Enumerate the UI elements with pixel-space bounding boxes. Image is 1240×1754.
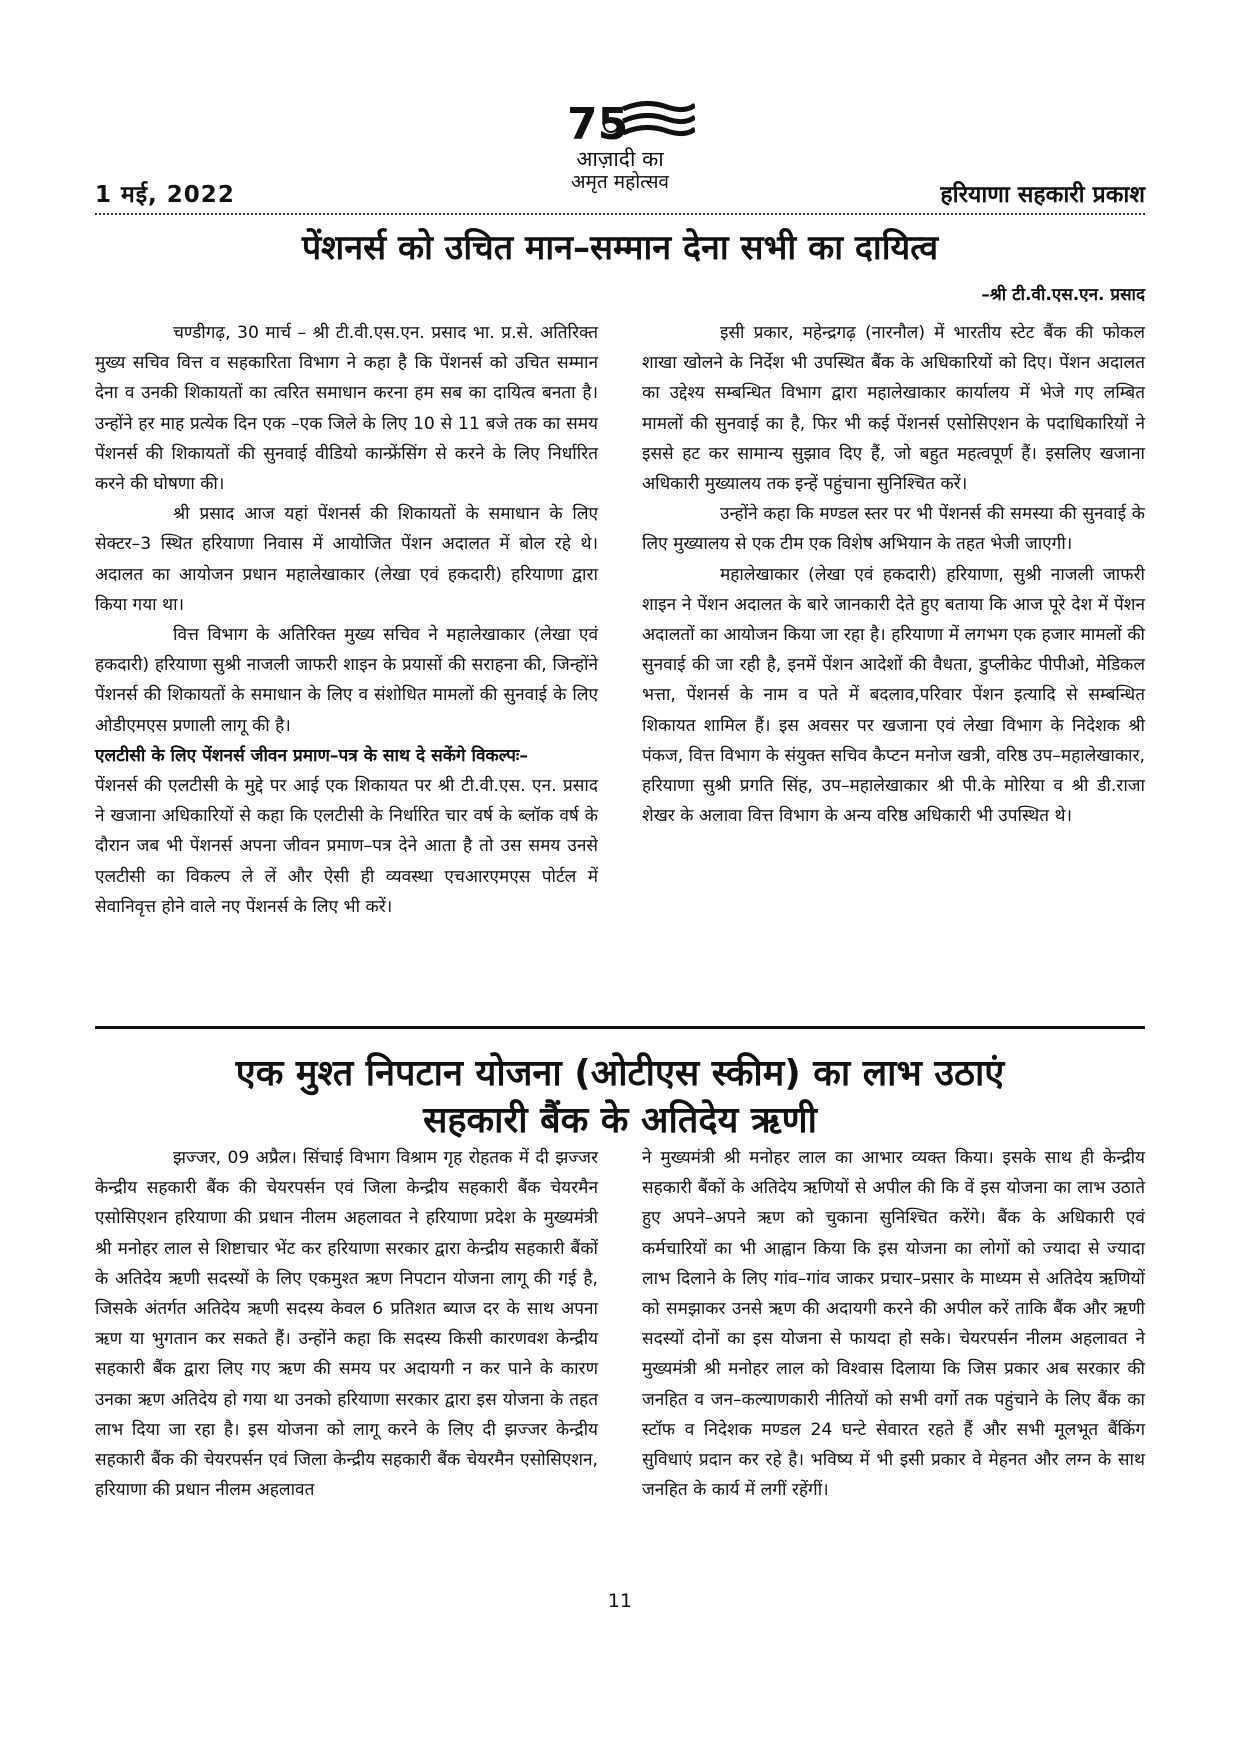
logo-text-line2: अमृत महोत्सव: [571, 171, 669, 193]
page-number: 11: [607, 1590, 633, 1612]
issue-date: 1 मई, 2022: [95, 182, 235, 208]
publication-name: हरियाणा सहकारी प्रकाश: [940, 182, 1145, 208]
article1-left-column: [95, 318, 598, 922]
article1-title: पेंशनर्स को उचित मान–सम्मान देना सभी का दायित्व: [301, 228, 939, 268]
article1-paragraph: पेंशनर्स की एलटीसी के मुद्दे पर आई एक शिकायत पर श्री टी.वी.एस. एन. प्रसाद ने खजाना अधिकारियों से कहा कि एलटीसी के निर्धारित चार वर्ष के ब्लॉक वर्ष के दौरान जब भी पेंशनर्स अपना जीवन प्रमाण–पत्र देने आता है तो उस समय उनसे एलटीसी का विकल्प ले लें और ऐसी ही व्यवस्था एचआरएमएस पोर्टल में सेवानिवृत्त होने वाले नए पेंशनर्स के लिए भी करें।: [95, 776, 598, 917]
article1-paragraph: श्री प्रसाद आज यहां पेंशनर्स की शिकायतों के समाधान के लिए सेक्टर–3 स्थित हरियाणा निवास में आयोजित पेंशन अदालत में बोल रहे थे। अदालत का आयोजन प्रधान महालेखाकार (लेखा एवं हकदारी) हरियाणा द्वारा किया गया था।: [95, 504, 598, 615]
page-header: [95, 95, 1145, 210]
article1-paragraph: चण्डीगढ़, 30 मार्च – श्री टी.वी.एस.एन. प्रसाद भा. प्र.से. अतिरिक्त मुख्य सचिव वित्त व सहकारिता विभाग ने कहा है कि पेंशनर्स को उचित सम्मान देना व उनकी शिकायतों का त्वरित समाधान करना हम सब का दायित्व बनता है। उन्होंने हर माह प्रत्येक दिन एक –एक जिले के लिए 10 से 11 बजे तक का समय पेंशनर्स की शिकायतों की सुनवाई वीडियो कान्फ्रेंसिंग से करने के लिए निर्धारित करने की घोषणा की।: [95, 323, 598, 495]
article2-title-line2: सहकारी बैंक के अतिदेय ऋणी: [423, 1100, 817, 1141]
article1-subheading: एलटीसी के लिए पेंशनर्स जीवन प्रमाण–पत्र के साथ दे सकेंगे विकल्पः–: [95, 745, 528, 766]
section-divider: [95, 1026, 1145, 1029]
article1-paragraph: महालेखाकार (लेखा एवं हकदारी) हरियाणा, सुश्री नाजली जाफरी शाइन ने पेंशन अदालत के बारे जानकारी देते हुए बताया कि आज पूरे देश में पेंशन अदालतों का आयोजन किया जा रहा है। हरियाणा में लगभग एक हजार मामलों की सुनवाई की जा रही है, इनमें पेंशन आदेशों की वैधता, डुप्लीकेट पीपीओ, मेडिकल भत्ता, पेंशनर्स के नाम व पते में बदलाव,परिवार पेंशन इत्यादि से सम्बन्धित शिकायत शामिल हैं। इस अवसर पर खजाना एवं लेखा विभाग के निदेशक श्री पंकज, वित्त विभाग के संयुक्त सचिव कैप्टन मनोज खत्री, वरिष्ठ उप–महालेखाकार, हरियाणा सुश्री प्रगति सिंह, उप–महालेखाकार श्री पी.के मोरिया व श्री डी.राजा शेखर के अलावा वित्त विभाग के अन्य वरिष्ठ अधिकारी भी उपस्थित थे।: [642, 564, 1145, 827]
article1-byline: –श्री टी.वी.एस.एन. प्रसाद: [981, 285, 1145, 305]
article1-paragraph: इसी प्रकार, महेन्द्रगढ़ (नारनौल) में भारतीय स्टेट बैंक की फोकल शाखा खोलने के निर्देश भी उपस्थित बैंक के अधिकारियों को दिए। पेंशन अदालत का उद्देश्य सम्बन्धित विभाग द्वारा महालेखाकार कार्यालय में भेजे गए लम्बित मामलों की सुनवाई का है, फिर भी कई पेंशनर्स एसोसिएशन के पदाधिकारियों ने इससे हट कर सामान्य सुझाव दिए हैं, जो बहुत महत्वपूर्ण हैं। इसलिए खजाना अधिकारी मुख्यालय तक इन्हें पहुंचाना सुनिश्चित करें।: [642, 323, 1145, 495]
article1-paragraph: वित्त विभाग के अतिरिक्त मुख्य सचिव ने महालेखाकार (लेखा एवं हकदारी) हरियाणा सुश्री नाजली जाफरी शाइन के प्रयासों की सराहना की, जिन्होंने पेंशनर्स की शिकायतों के समाधान के लिए व संशोधित मामलों की सुनवाई के लिए ओडीएमएस प्रणाली लागू की है।: [95, 625, 598, 736]
article1-paragraph: उन्होंने कहा कि मण्डल स्तर पर भी पेंशनर्स की समस्या की सुनवाई के लिए मुख्यालय से एक टीम एक विशेष अभियान के तहत भेजी जाएगी।: [642, 504, 1145, 555]
article1-right-column: [642, 318, 1145, 831]
article2-paragraph: ने मुख्यमंत्री श्री मनोहर लाल का आभार व्यक्त किया। इसके साथ ही केन्द्रीय सहकारी बैंकों के अतिदेय ऋणियों से अपील की कि वें इस योजना का लाभ उठाते हुए अपने–अपने ऋण को चुकाना सुनिश्चित करेंगे। बैंक के अधिकारी एवं कर्मचारियों का भी आह्वान किया कि इस योजना का लोगों को ज्यादा से ज्यादा लाभ दिलाने के लिए गांव–गांव जाकर प्रचार–प्रसार के माध्यम से अतिदेय ऋणियों को समझाकर उनसे ऋण की अदायगी करने की अपील करें ताकि बैंक और ऋणी सदस्यों दोनों का इस योजना से फायदा हो सके। चेयरपर्सन नीलम अहलावत ने मुख्यमंत्री श्री मनोहर लाल को विश्वास दिलाया कि जिस प्रकार अब सरकार की जनहित व जन–कल्याणकारी नीतियों को सभी वर्गो तक पहुंचाने के लिए बैंक का स्टॉफ व निदेशक मण्डल 24 घन्टे सेवारत रहते हैं और सभी मूलभूत बैंकिंग सुविधाएं प्रदान कर रहे है। भविष्य में भी इसी प्रकार वे मेहनत और लग्न के साथ जनहित के कार्य में लगीं रहेंगीं।: [642, 1148, 1145, 1501]
logo-text-line1: आज़ादी का: [576, 147, 664, 171]
header-divider: [95, 213, 1145, 215]
svg-text:75: 75: [567, 99, 629, 150]
article2-left-column: [95, 1143, 598, 1505]
azadi-amrit-mahotsav-logo: [525, 95, 715, 205]
article2-right-column: [642, 1143, 1145, 1505]
article2-title-line1: एक मुश्त निपटान योजना (ओटीएस स्कीम) का लाभ उठाएं: [235, 1053, 1005, 1094]
seventy-five-flag-icon: [545, 95, 695, 151]
article2-paragraph: झज्जर, 09 अप्रैल। सिंचाई विभाग विश्राम गृह रोहतक में दी झज्जर केन्द्रीय सहकारी बैंक की चेयरपर्सन एवं जिला केन्द्रीय सहकारी बैंक चेयरमैन एसोसिएशन हरियाणा की प्रधान नीलम अहलावत ने हरियाणा प्रदेश के मुख्यमंत्री श्री मनोहर लाल से शिष्टाचार भेंट कर हरियाणा सरकार द्वारा केन्द्रीय सहकारी बैंकों के अतिदेय ऋणी सदस्यों के लिए एकमुश्त ऋण निपटान योजना लागू की गई है, जिसके अंतर्गत अतिदेय ऋणी सदस्य केवल 6 प्रतिशत ब्याज दर के साथ अपना ऋण या भुगतान कर सकते हैं। उन्होंने कहा कि सदस्य किसी कारणवश केन्द्रीय सहकारी बैंक द्वारा लिए गए ऋण की समय पर अदायगी न कर पाने के कारण उनका ऋण अतिदेय हो गया था उनको हरियाणा सरकार द्वारा इस योजना के तहत लाभ दिया जा रहा है। इस योजना को लागू करने के लिए दी झज्जर केन्द्रीय सहकारी बैंक की चेयरपर्सन एवं जिला केन्द्रीय सहकारी बैंक चेयरमैन एसोसिएशन, हरियाणा की प्रधान नीलम अहलावत: [95, 1148, 598, 1501]
